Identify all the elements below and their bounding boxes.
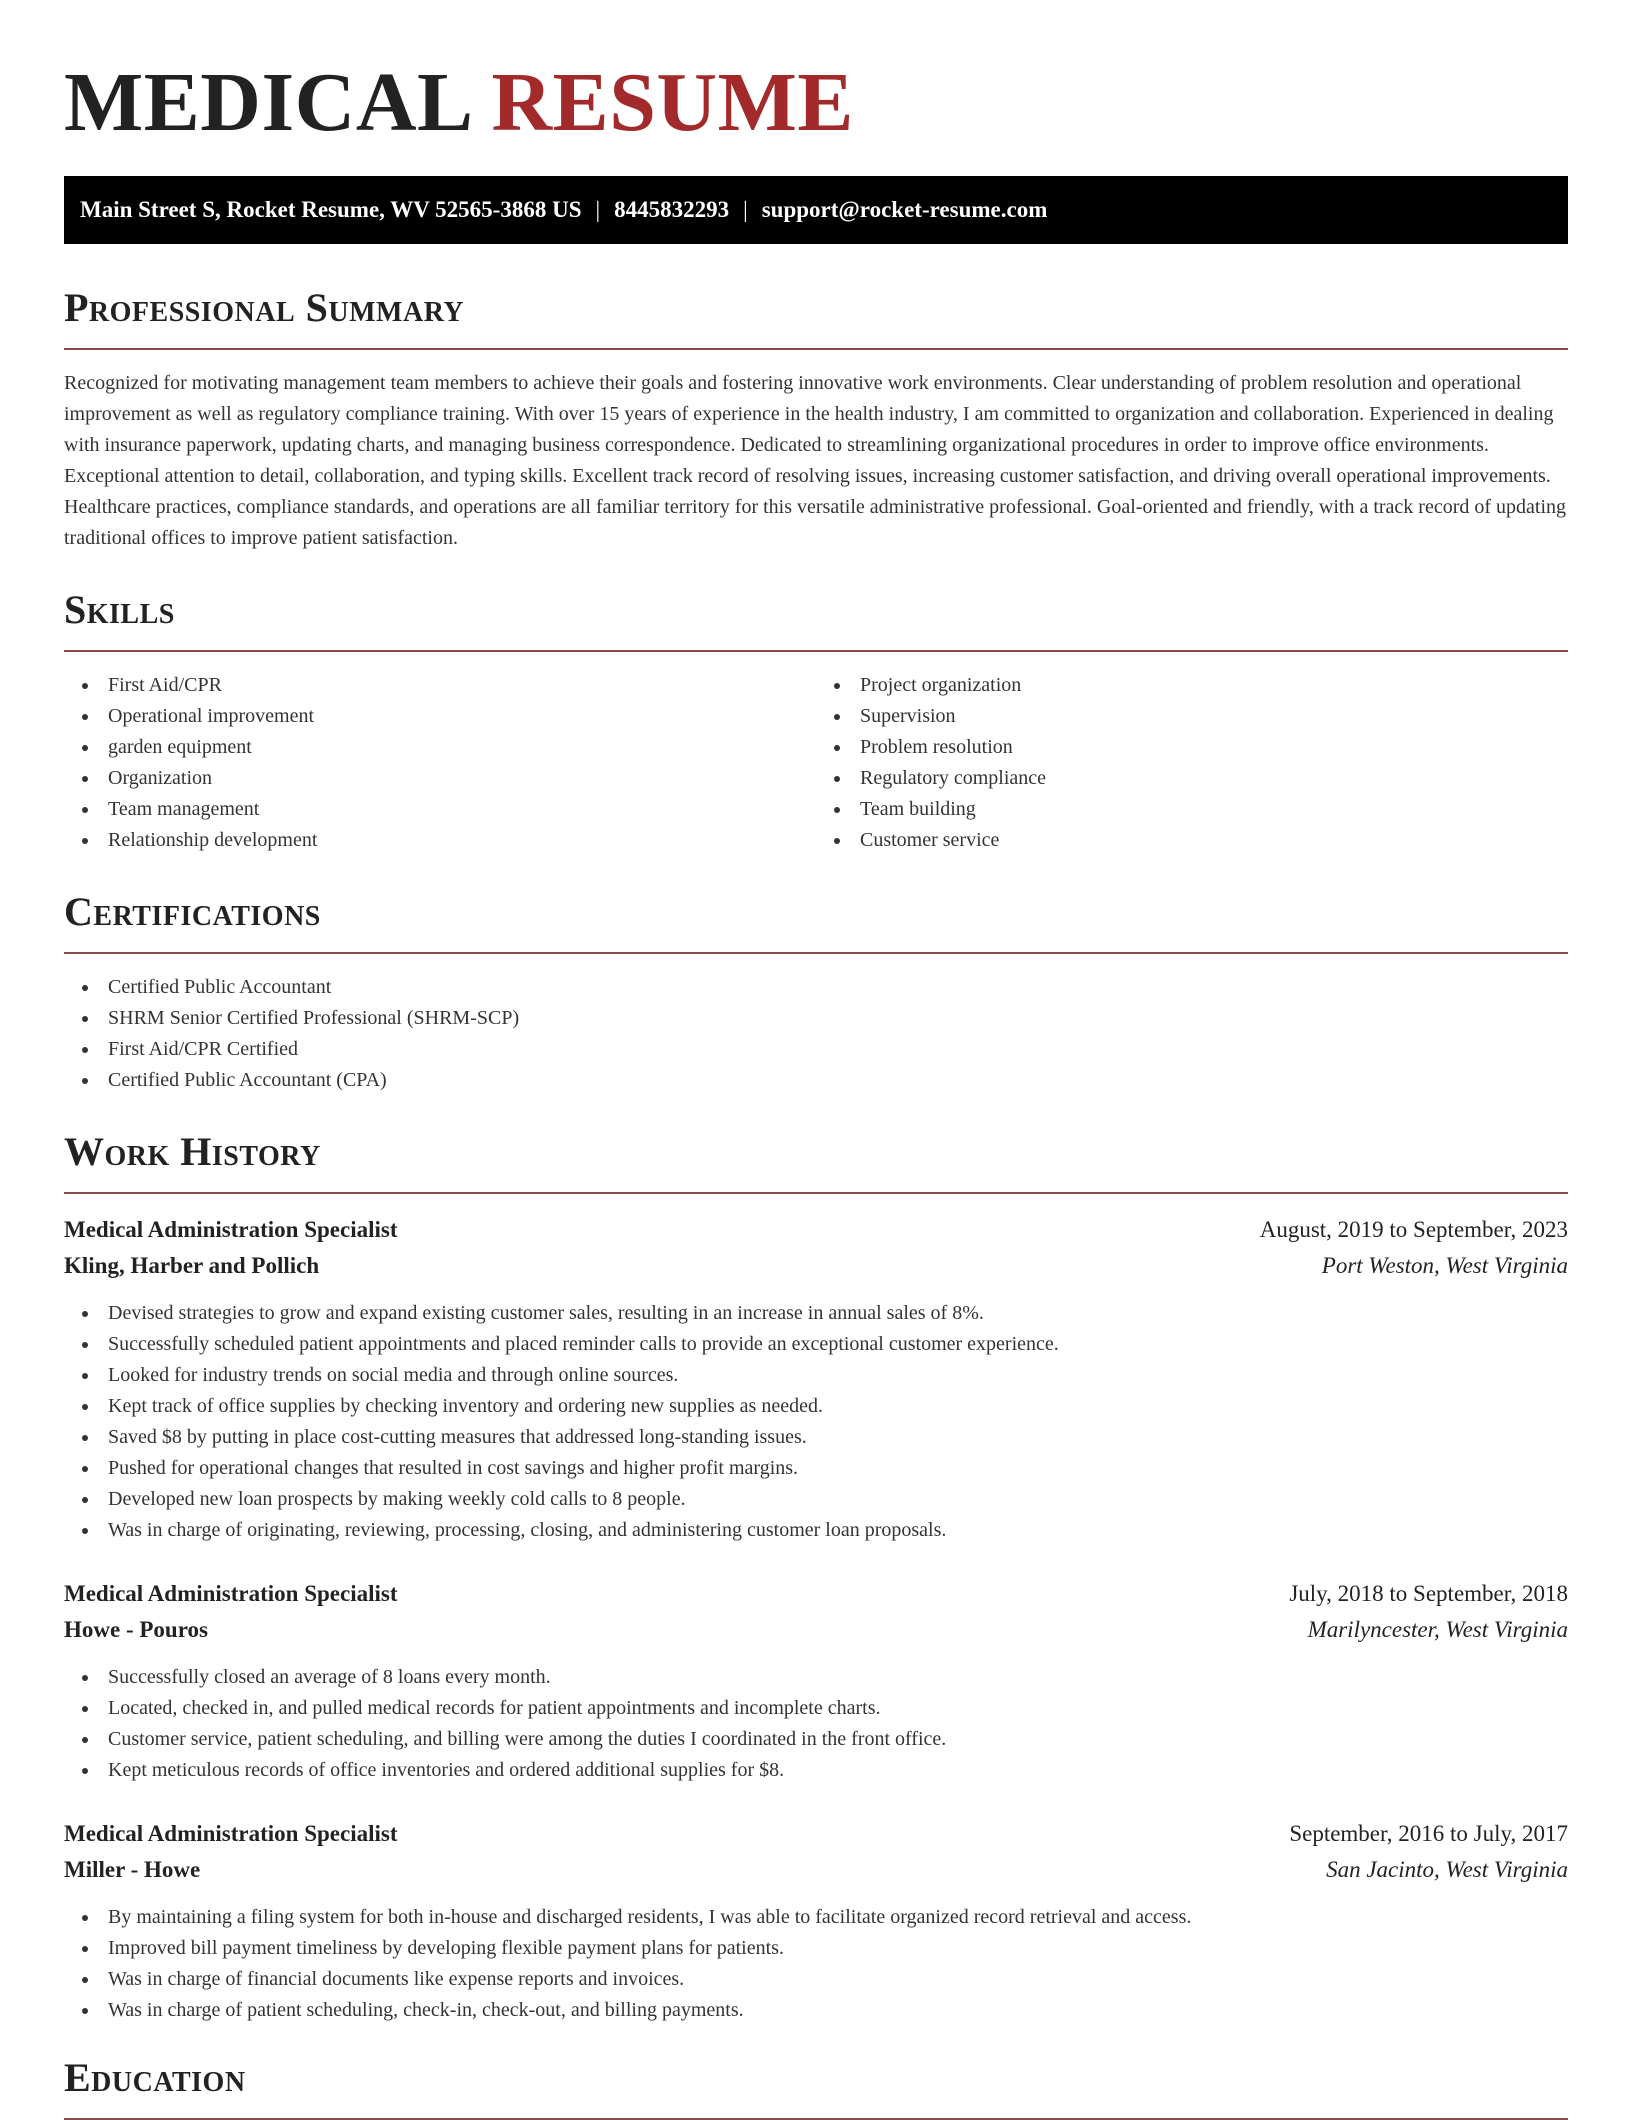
skill-item: First Aid/CPR bbox=[64, 670, 816, 701]
skill-item: Relationship development bbox=[64, 825, 816, 856]
certification-item: Certified Public Accountant (CPA) bbox=[64, 1065, 1568, 1096]
job-location: Port Weston, West Virginia bbox=[1321, 1253, 1568, 1278]
skill-item: Operational improvement bbox=[64, 701, 816, 732]
job-dates: July, 2018 to September, 2018 bbox=[1289, 1581, 1568, 1606]
contact-phone: 8445832293 bbox=[614, 197, 730, 222]
skill-item: Team building bbox=[816, 794, 1568, 825]
job-company: Kling, Harber and Pollich bbox=[64, 1253, 320, 1278]
job-entry bbox=[64, 1576, 1568, 1786]
job-entry bbox=[64, 1816, 1568, 2026]
job-location: Marilyncester, West Virginia bbox=[1307, 1617, 1568, 1642]
job-title: Medical Administration Specialist bbox=[64, 1581, 398, 1606]
job-bullet: Pushed for operational changes that resulted in cost savings and higher profit margins. bbox=[64, 1453, 1568, 1484]
job-subheader bbox=[64, 1852, 1568, 1888]
job-bullet: Devised strategies to grow and expand existing customer sales, resulting in an increase in annual sales of 8%. bbox=[64, 1298, 1568, 1329]
job-bullet: Saved $8 by putting in place cost-cutting measures that addressed long-standing issues. bbox=[64, 1422, 1568, 1453]
job-bullet: Kept meticulous records of office inventories and ordered additional supplies for $8. bbox=[64, 1755, 1568, 1786]
certifications-list bbox=[64, 972, 1568, 1096]
job-bullet: Located, checked in, and pulled medical records for patient appointments and incomplete charts. bbox=[64, 1693, 1568, 1724]
contact-bar bbox=[64, 176, 1568, 244]
job-dates: August, 2019 to September, 2023 bbox=[1259, 1217, 1568, 1242]
job-bullet: Was in charge of patient scheduling, check-in, check-out, and billing payments. bbox=[64, 1995, 1568, 2026]
contact-separator: | bbox=[743, 197, 748, 222]
job-subheader bbox=[64, 1248, 1568, 1284]
job-bullet: Developed new loan prospects by making weekly cold calls to 8 people. bbox=[64, 1484, 1568, 1515]
job-dates: September, 2016 to July, 2017 bbox=[1289, 1821, 1568, 1846]
certifications-section bbox=[64, 886, 1568, 1096]
certification-item: First Aid/CPR Certified bbox=[64, 1034, 1568, 1065]
job-bullet: Successfully closed an average of 8 loans every month. bbox=[64, 1662, 1568, 1693]
job-bullet: By maintaining a filing system for both in-house and discharged residents, I was able to facilitate organized record retrieval and access. bbox=[64, 1902, 1568, 1933]
job-entry bbox=[64, 1212, 1568, 1546]
contact-separator: | bbox=[595, 197, 601, 222]
job-bullet: Was in charge of originating, reviewing, processing, closing, and administering customer loan proposals. bbox=[64, 1515, 1568, 1546]
job-bullets bbox=[64, 1298, 1568, 1546]
job-title: Medical Administration Specialist bbox=[64, 1217, 398, 1242]
section-heading-work-history: Work History bbox=[64, 1129, 321, 1174]
section-heading-education: Education bbox=[64, 2055, 246, 2100]
job-bullet: Successfully scheduled patient appointments and placed reminder calls to provide an exceptional customer experience. bbox=[64, 1329, 1568, 1360]
job-header bbox=[64, 1212, 1568, 1248]
job-bullet: Kept track of office supplies by checking inventory and ordering new supplies as needed. bbox=[64, 1391, 1568, 1422]
job-subheader bbox=[64, 1612, 1568, 1648]
skills-list-left bbox=[64, 670, 816, 856]
section-divider bbox=[64, 348, 1568, 350]
education-section bbox=[64, 2052, 1568, 2120]
summary-text: Recognized for motivating management team members to achieve their goals and fostering innovative work environments. Clear understanding of problem resolution and operational improvement as well as regulatory compliance training. With over 15 years of experience in the health industry, I am committed to organization and collaboration. Experienced in dealing with insurance paperwork, updating charts, and managing business correspondence. Dedicated to streamlining organizational procedures in order to improve office environments. Exceptional attention to detail, collaboration, and typing skills. Excellent track record of resolving issues, increasing customer satisfaction, and driving overall operational improvements. Healthcare practices, compliance standards, and operations are all familiar territory for this versatile administrative professional. Goal-oriented and friendly, with a track record of updating traditional offices to improve patient satisfaction. bbox=[64, 372, 1567, 549]
skills-section bbox=[64, 584, 1568, 856]
job-header bbox=[64, 1576, 1568, 1612]
skill-item: Project organization bbox=[816, 670, 1568, 701]
job-bullet: Looked for industry trends on social media and through online sources. bbox=[64, 1360, 1568, 1391]
job-company: Miller - Howe bbox=[64, 1857, 201, 1882]
summary-section bbox=[64, 282, 1568, 554]
job-company: Howe - Pouros bbox=[64, 1617, 208, 1642]
certification-item: Certified Public Accountant bbox=[64, 972, 1568, 1003]
job-bullets bbox=[64, 1662, 1568, 1786]
skill-item: Organization bbox=[64, 763, 816, 794]
contact-email: support@rocket-resume.com bbox=[761, 197, 1048, 222]
section-divider bbox=[64, 1192, 1568, 1194]
section-heading-summary: Professional Summary bbox=[64, 285, 465, 330]
skills-grid bbox=[64, 670, 1568, 856]
job-bullet: Was in charge of financial documents like expense reports and invoices. bbox=[64, 1964, 1568, 1995]
section-divider bbox=[64, 650, 1568, 652]
job-location: San Jacinto, West Virginia bbox=[1326, 1857, 1568, 1882]
work-history-section bbox=[64, 1126, 1568, 2026]
job-bullet: Customer service, patient scheduling, and billing were among the duties I coordinated in the front office. bbox=[64, 1724, 1568, 1755]
job-title: Medical Administration Specialist bbox=[64, 1821, 398, 1846]
section-divider bbox=[64, 952, 1568, 954]
section-heading-certifications: Certifications bbox=[64, 889, 321, 934]
job-bullets bbox=[64, 1902, 1568, 2026]
skill-item: Team management bbox=[64, 794, 816, 825]
title-part-resume: RESUME bbox=[491, 56, 854, 149]
resume-title bbox=[64, 0, 1568, 148]
skill-item: garden equipment bbox=[64, 732, 816, 763]
certification-item: SHRM Senior Certified Professional (SHRM-SCP) bbox=[64, 1003, 1568, 1034]
job-bullet: Improved bill payment timeliness by developing flexible payment plans for patients. bbox=[64, 1933, 1568, 1964]
skill-item: Problem resolution bbox=[816, 732, 1568, 763]
section-heading-skills: Skills bbox=[64, 587, 175, 632]
contact-address: Main Street S, Rocket Resume, WV 52565-3868 US bbox=[80, 197, 582, 222]
skill-item: Regulatory compliance bbox=[816, 763, 1568, 794]
skill-item: Customer service bbox=[816, 825, 1568, 856]
job-header bbox=[64, 1816, 1568, 1852]
skill-item: Supervision bbox=[816, 701, 1568, 732]
skills-list-right bbox=[816, 670, 1568, 856]
title-part-medical: MEDICAL bbox=[64, 56, 474, 149]
